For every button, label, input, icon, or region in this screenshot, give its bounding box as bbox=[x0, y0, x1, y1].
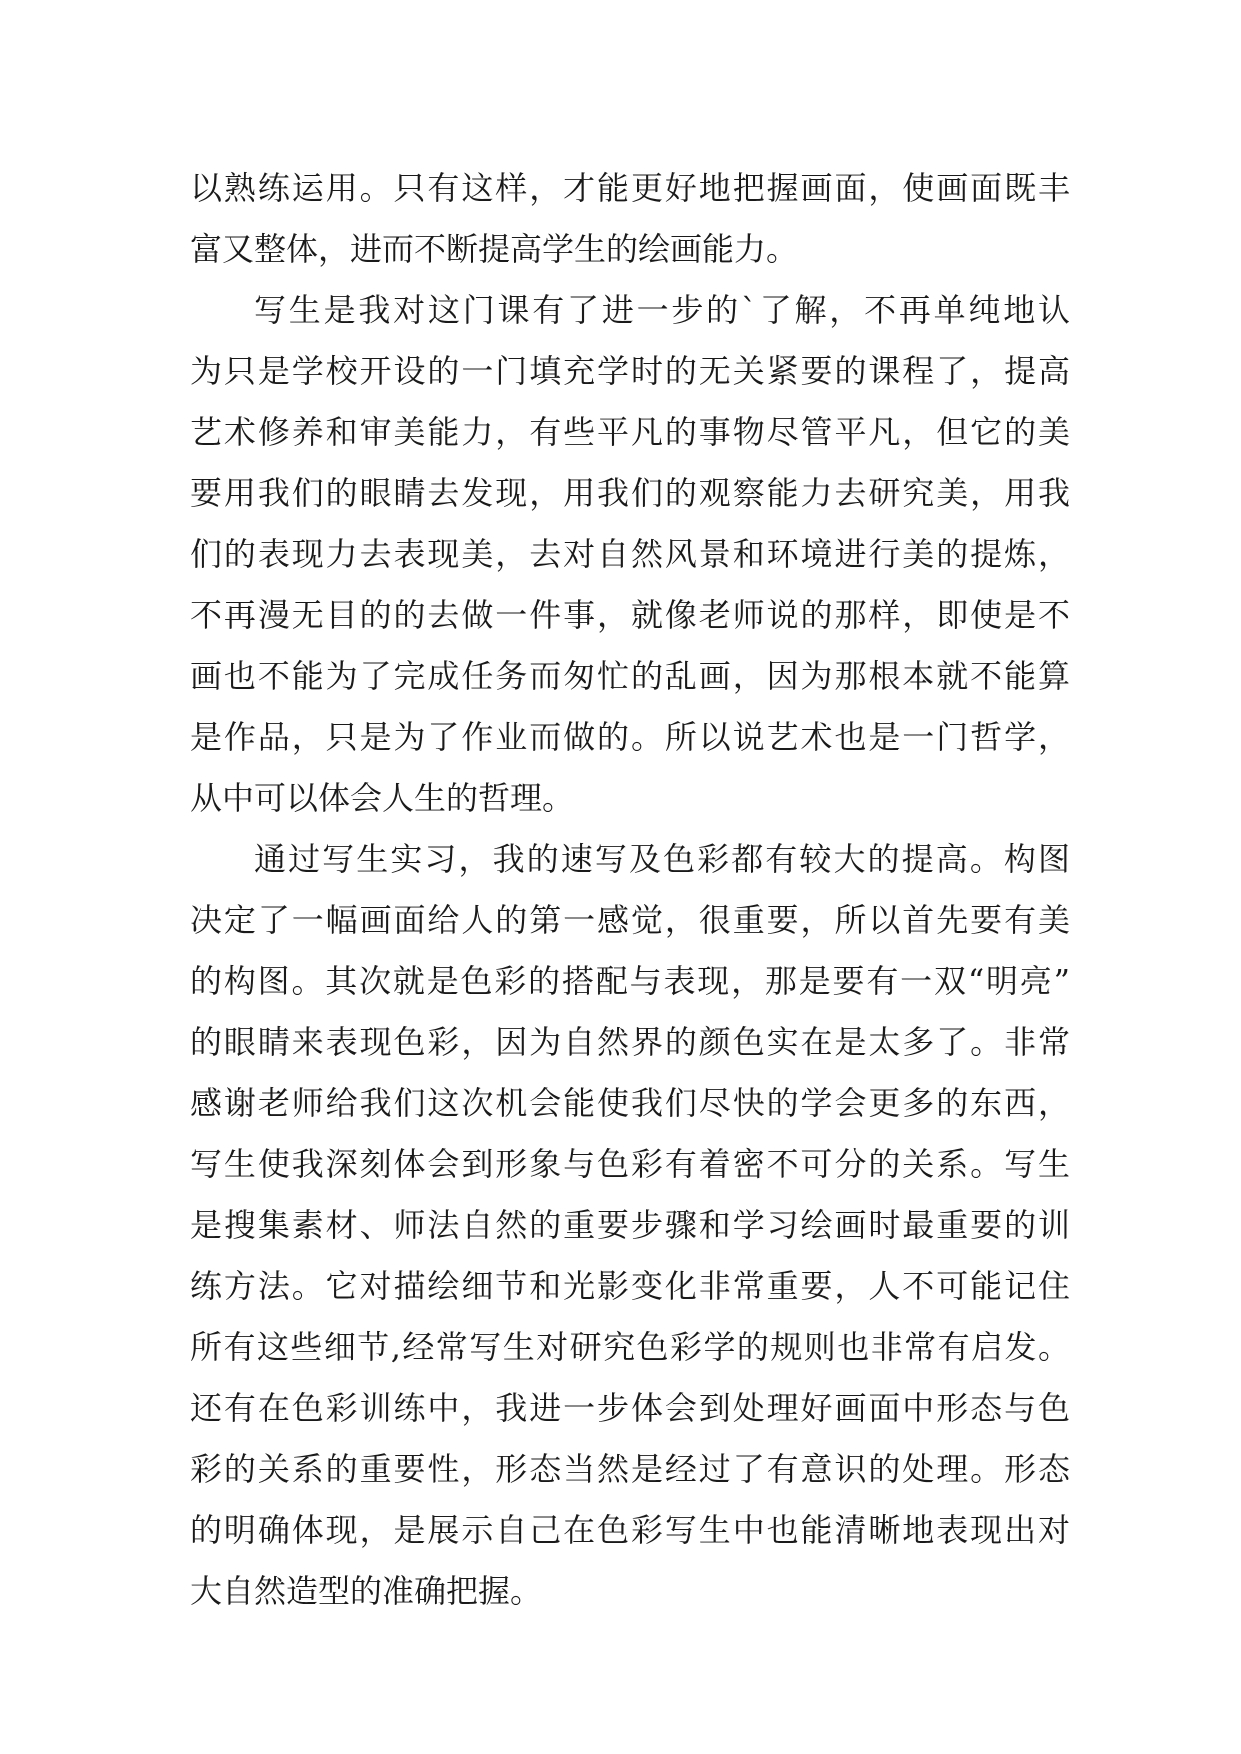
text-line: 写生使我深刻体会到形象与色彩有着密不可分的关系。写生 bbox=[190, 1145, 1070, 1183]
text-line: 是作品，只是为了作业而做的。所以说艺术也是一门哲学， bbox=[190, 718, 1070, 756]
text-line: 以熟练运用。只有这样，才能更好地把握画面，使画面既丰 bbox=[190, 169, 1070, 207]
text-line: 写生是我对这门课有了进一步的`了解，不再单纯地认 bbox=[254, 291, 1070, 329]
text-line: 的眼睛来表现色彩，因为自然界的颜色实在是太多了。非常 bbox=[190, 1023, 1070, 1061]
text-line: 富又整体，进而不断提高学生的绘画能力。 bbox=[190, 230, 799, 268]
text-line: 感谢老师给我们这次机会能使我们尽快的学会更多的东西， bbox=[190, 1084, 1070, 1122]
text-line: 为只是学校开设的一门填充学时的无关紧要的课程了，提高 bbox=[190, 352, 1070, 390]
text-line: 决定了一幅画面给人的第一感觉，很重要，所以首先要有美 bbox=[190, 901, 1070, 939]
text-line: 画也不能为了完成任务而匆忙的乱画，因为那根本就不能算 bbox=[190, 657, 1070, 695]
text-line: 还有在色彩训练中，我进一步体会到处理好画面中形态与色 bbox=[190, 1389, 1070, 1427]
text-line: 的明确体现，是展示自己在色彩写生中也能清晰地表现出对 bbox=[190, 1511, 1070, 1549]
text-line: 要用我们的眼睛去发现，用我们的观察能力去研究美，用我 bbox=[190, 474, 1070, 512]
text-line: 的构图。其次就是色彩的搭配与表现，那是要有一双“明亮” bbox=[190, 962, 1070, 1000]
text-line: 不再漫无目的的去做一件事，就像老师说的那样，即使是不 bbox=[190, 596, 1070, 634]
text-line: 所有这些细节,经常写生对研究色彩学的规则也非常有启发。 bbox=[190, 1328, 1070, 1366]
text-line: 彩的关系的重要性，形态当然是经过了有意识的处理。形态 bbox=[190, 1450, 1070, 1488]
text-line: 是搜集素材、师法自然的重要步骤和学习绘画时最重要的训 bbox=[190, 1206, 1070, 1244]
text-line: 练方法。它对描绘细节和光影变化非常重要，人不可能记住 bbox=[190, 1267, 1070, 1305]
text-line: 从中可以体会人生的哲理。 bbox=[190, 779, 575, 817]
text-line: 们的表现力去表现美，去对自然风景和环境进行美的提炼， bbox=[190, 535, 1070, 573]
text-line: 通过写生实习，我的速写及色彩都有较大的提高。构图 bbox=[254, 840, 1070, 878]
text-line: 艺术修养和审美能力，有些平凡的事物尽管平凡，但它的美 bbox=[190, 413, 1070, 451]
document-body bbox=[190, 158, 1070, 1622]
text-line: 大自然造型的准确把握。 bbox=[190, 1572, 543, 1610]
